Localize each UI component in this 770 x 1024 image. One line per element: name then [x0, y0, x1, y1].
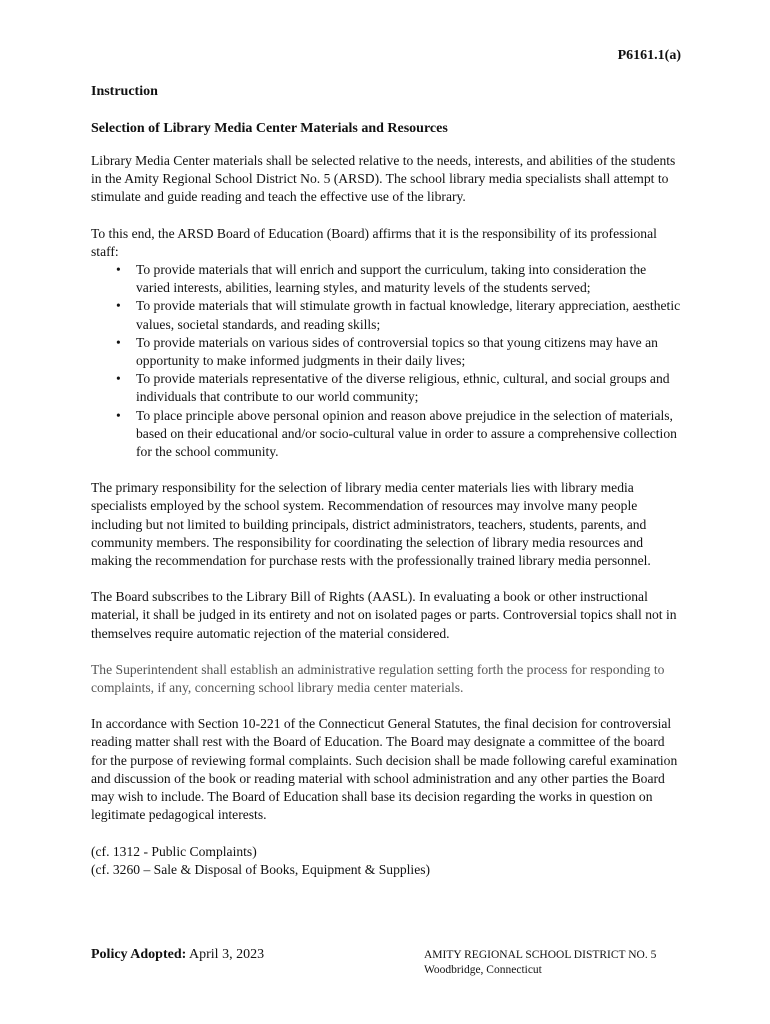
list-item — [116, 334, 681, 370]
adopted-date: April 3, 2023 — [189, 947, 265, 962]
document-title: Selection of Library Media Center Materials and Resources — [91, 121, 448, 136]
selection-responsibility-paragraph: The primary responsibility for the selection of library media center materials lies with library media specialists employed by the school system. Recommendation of resources may involve many people including but not limited to building principals, district administrators, teachers, students, parents, and community members. The responsibility for coordinating the selection of library media resources and making the recommendation for purchase rests with the professionally trained library media personnel. — [91, 480, 651, 569]
responsibility-list — [91, 261, 681, 461]
district-block — [424, 948, 656, 978]
list-item-text: To provide materials that will enrich and support the curriculum, taking into consideration the varied interests, abilities, learning styles, and maturity levels of the students served; — [136, 262, 647, 296]
document-body — [91, 152, 681, 879]
bill-of-rights-paragraph: The Board subscribes to the Library Bill of Rights (AASL). In evaluating a book or other instructional material, it shall be judged in its entirety and not on isolated pages or parts. Controversial topics shall not in themselves require automatic rejection of the material considered. — [91, 589, 677, 641]
section-label: Instruction — [91, 84, 158, 99]
bullet-icon: • — [116, 298, 121, 314]
list-item — [116, 370, 681, 406]
list-item — [116, 297, 681, 333]
district-location: Woodbridge, Connecticut — [424, 964, 542, 976]
list-item-text: To provide materials on various sides of controversial topics so that young citizens may have an opportunity to make informed judgments in their daily lives; — [136, 334, 658, 369]
bullet-icon: • — [116, 371, 121, 387]
list-item-text: To place principle above personal opinion and reason above prejudice in the selection of materials, based on their educational and/or socio-cultural value in order to assure a comprehensive collection for the school community. — [136, 407, 677, 460]
adopted-label: Policy Adopted: — [91, 947, 187, 962]
policy-adopted — [91, 946, 264, 964]
document-page — [91, 0, 681, 1024]
policy-number: P6161.1(a) — [617, 48, 681, 63]
statutes-paragraph: In accordance with Section 10-221 of the Connecticut General Statutes, the final decision for controversial reading matter shall rest with the Board of Education. The Board may designate a committee of the board for the purpose of reviewing formal complaints. Such decision shall be made following careful examination and discussion of the book or reading material with school administration and any other parties the Board may wish to include. The Board of Education shall base its decision regarding the works in question on legitimate pedagogical interests. — [91, 716, 678, 823]
bullet-icon: • — [116, 407, 121, 423]
bullet-icon: • — [116, 334, 121, 350]
list-item — [116, 407, 681, 462]
district-name: AMITY REGIONAL SCHOOL DISTRICT NO. 5 — [424, 949, 657, 961]
list-item-text: To provide materials that will stimulate growth in factual knowledge, literary appreciation, aesthetic values, societal standards, and reading skills; — [136, 298, 681, 332]
cross-reference: (cf. 3260 – Sale & Disposal of Books, Equipment & Supplies) — [91, 861, 431, 877]
staff-responsibility-intro: To this end, the ARSD Board of Education (Board) affirms that it is the responsibility of its professional staff: — [91, 225, 657, 259]
superintendent-paragraph: The Superintendent shall establish an administrative regulation setting forth the process for responding to complaints, if any, concerning school library media center materials. — [91, 661, 665, 696]
bullet-icon: • — [116, 262, 121, 278]
intro-paragraph: Library Media Center materials shall be selected relative to the needs, interests, and abilities of the students in the Amity Regional School District No. 5 (ARSD). The school library media specialists shall attempt to stimulate and guide reading and teach the effective use of the library. — [91, 153, 676, 205]
cross-reference: (cf. 1312 - Public Complaints) — [91, 843, 257, 859]
list-item-text: To provide materials representative of the diverse religious, ethnic, cultural, and social groups and individuals that contribute to our world community; — [136, 371, 670, 405]
list-item — [116, 261, 681, 297]
